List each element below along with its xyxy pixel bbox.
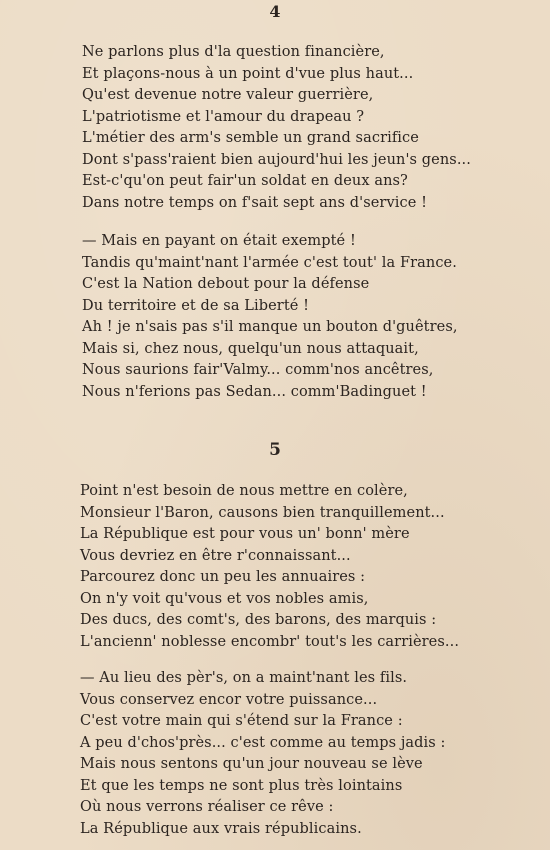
stanza-1 (82, 42, 471, 214)
verse-line: Et plaçons-nous à un point d'vue plus haut... (82, 65, 414, 82)
page-number: 4 (269, 2, 281, 21)
verse-line: Tandis qu'maint'nant l'armée c'est tout' la France. (82, 254, 457, 271)
verse-line: Parcourez donc un peu les annuaires : (80, 569, 366, 585)
verse-line: Et que les temps ne sont plus très lointains (80, 777, 403, 794)
verse-line: C'est votre main qui s'étend sur la France : (80, 713, 403, 729)
verse-line: L'métier des arm's semble un grand sacrifice (82, 130, 419, 146)
verse-line: Vous conservez encor votre puissance... (80, 691, 378, 708)
verse-line: Nous saurions fair'Valmy... comm'nos ancêtres, (82, 362, 434, 378)
verse-line: Ne parlons plus d'la question financière, (82, 44, 385, 60)
stanza-3 (80, 481, 459, 653)
verse-line: Point n'est besoin de nous mettre en colère, (80, 483, 408, 499)
verse-line: C'est la Nation debout pour la défense (82, 276, 370, 292)
verse-line: L'ancienn' noblesse encombr' tout's les carrières... (80, 633, 460, 650)
verse-line: A peu d'chos'près... c'est comme au temps jadis : (80, 734, 446, 751)
verse-line: La République aux vrais républicains. (80, 820, 362, 837)
stanza-2 (82, 231, 458, 403)
verse-line: Nous n'ferions pas Sedan... comm'Badinguet ! (82, 383, 427, 400)
verse-line: Dont s'pass'raient bien aujourd'hui les jeun's gens... (82, 151, 471, 168)
verse-line: Mais nous sentons qu'un jour nouveau se lève (80, 756, 423, 772)
verse-line: Ah ! je n'sais pas s'il manque un bouton d'guêtres, (82, 319, 458, 335)
verse-line: Des ducs, des comt's, des barons, des marquis : (80, 612, 437, 628)
section-number: 5 (269, 440, 281, 460)
verse-line: Vous devriez en être r'connaissant... (80, 547, 351, 564)
stanza-4 (80, 668, 446, 840)
verse-line: Est-c'qu'on peut fair'un soldat en deux ans? (82, 173, 408, 189)
verse-line: Où nous verrons réaliser ce rêve : (80, 799, 334, 815)
verse-line: Dans notre temps on f'sait sept ans d'service ! (82, 194, 428, 211)
verse-line: Monsieur l'Baron, causons bien tranquillement... (80, 504, 445, 521)
verse-line: Du territoire et de sa Liberté ! (82, 297, 310, 314)
verse-line: — Mais en payant on était exempté ! (82, 233, 356, 249)
verse-line: On n'y voit qu'vous et vos nobles amis, (80, 590, 369, 607)
verse-line: La République est pour vous un' bonn' mère (80, 526, 410, 542)
verse-line: — Au lieu des pèr's, on a maint'nant les fils. (80, 670, 408, 686)
verse-line: Qu'est devenue notre valeur guerrière, (82, 87, 374, 103)
verse-line: Mais si, chez nous, quelqu'un nous attaquait, (82, 340, 419, 357)
verse-line: L'patriotisme et l'amour du drapeau ? (82, 108, 365, 125)
